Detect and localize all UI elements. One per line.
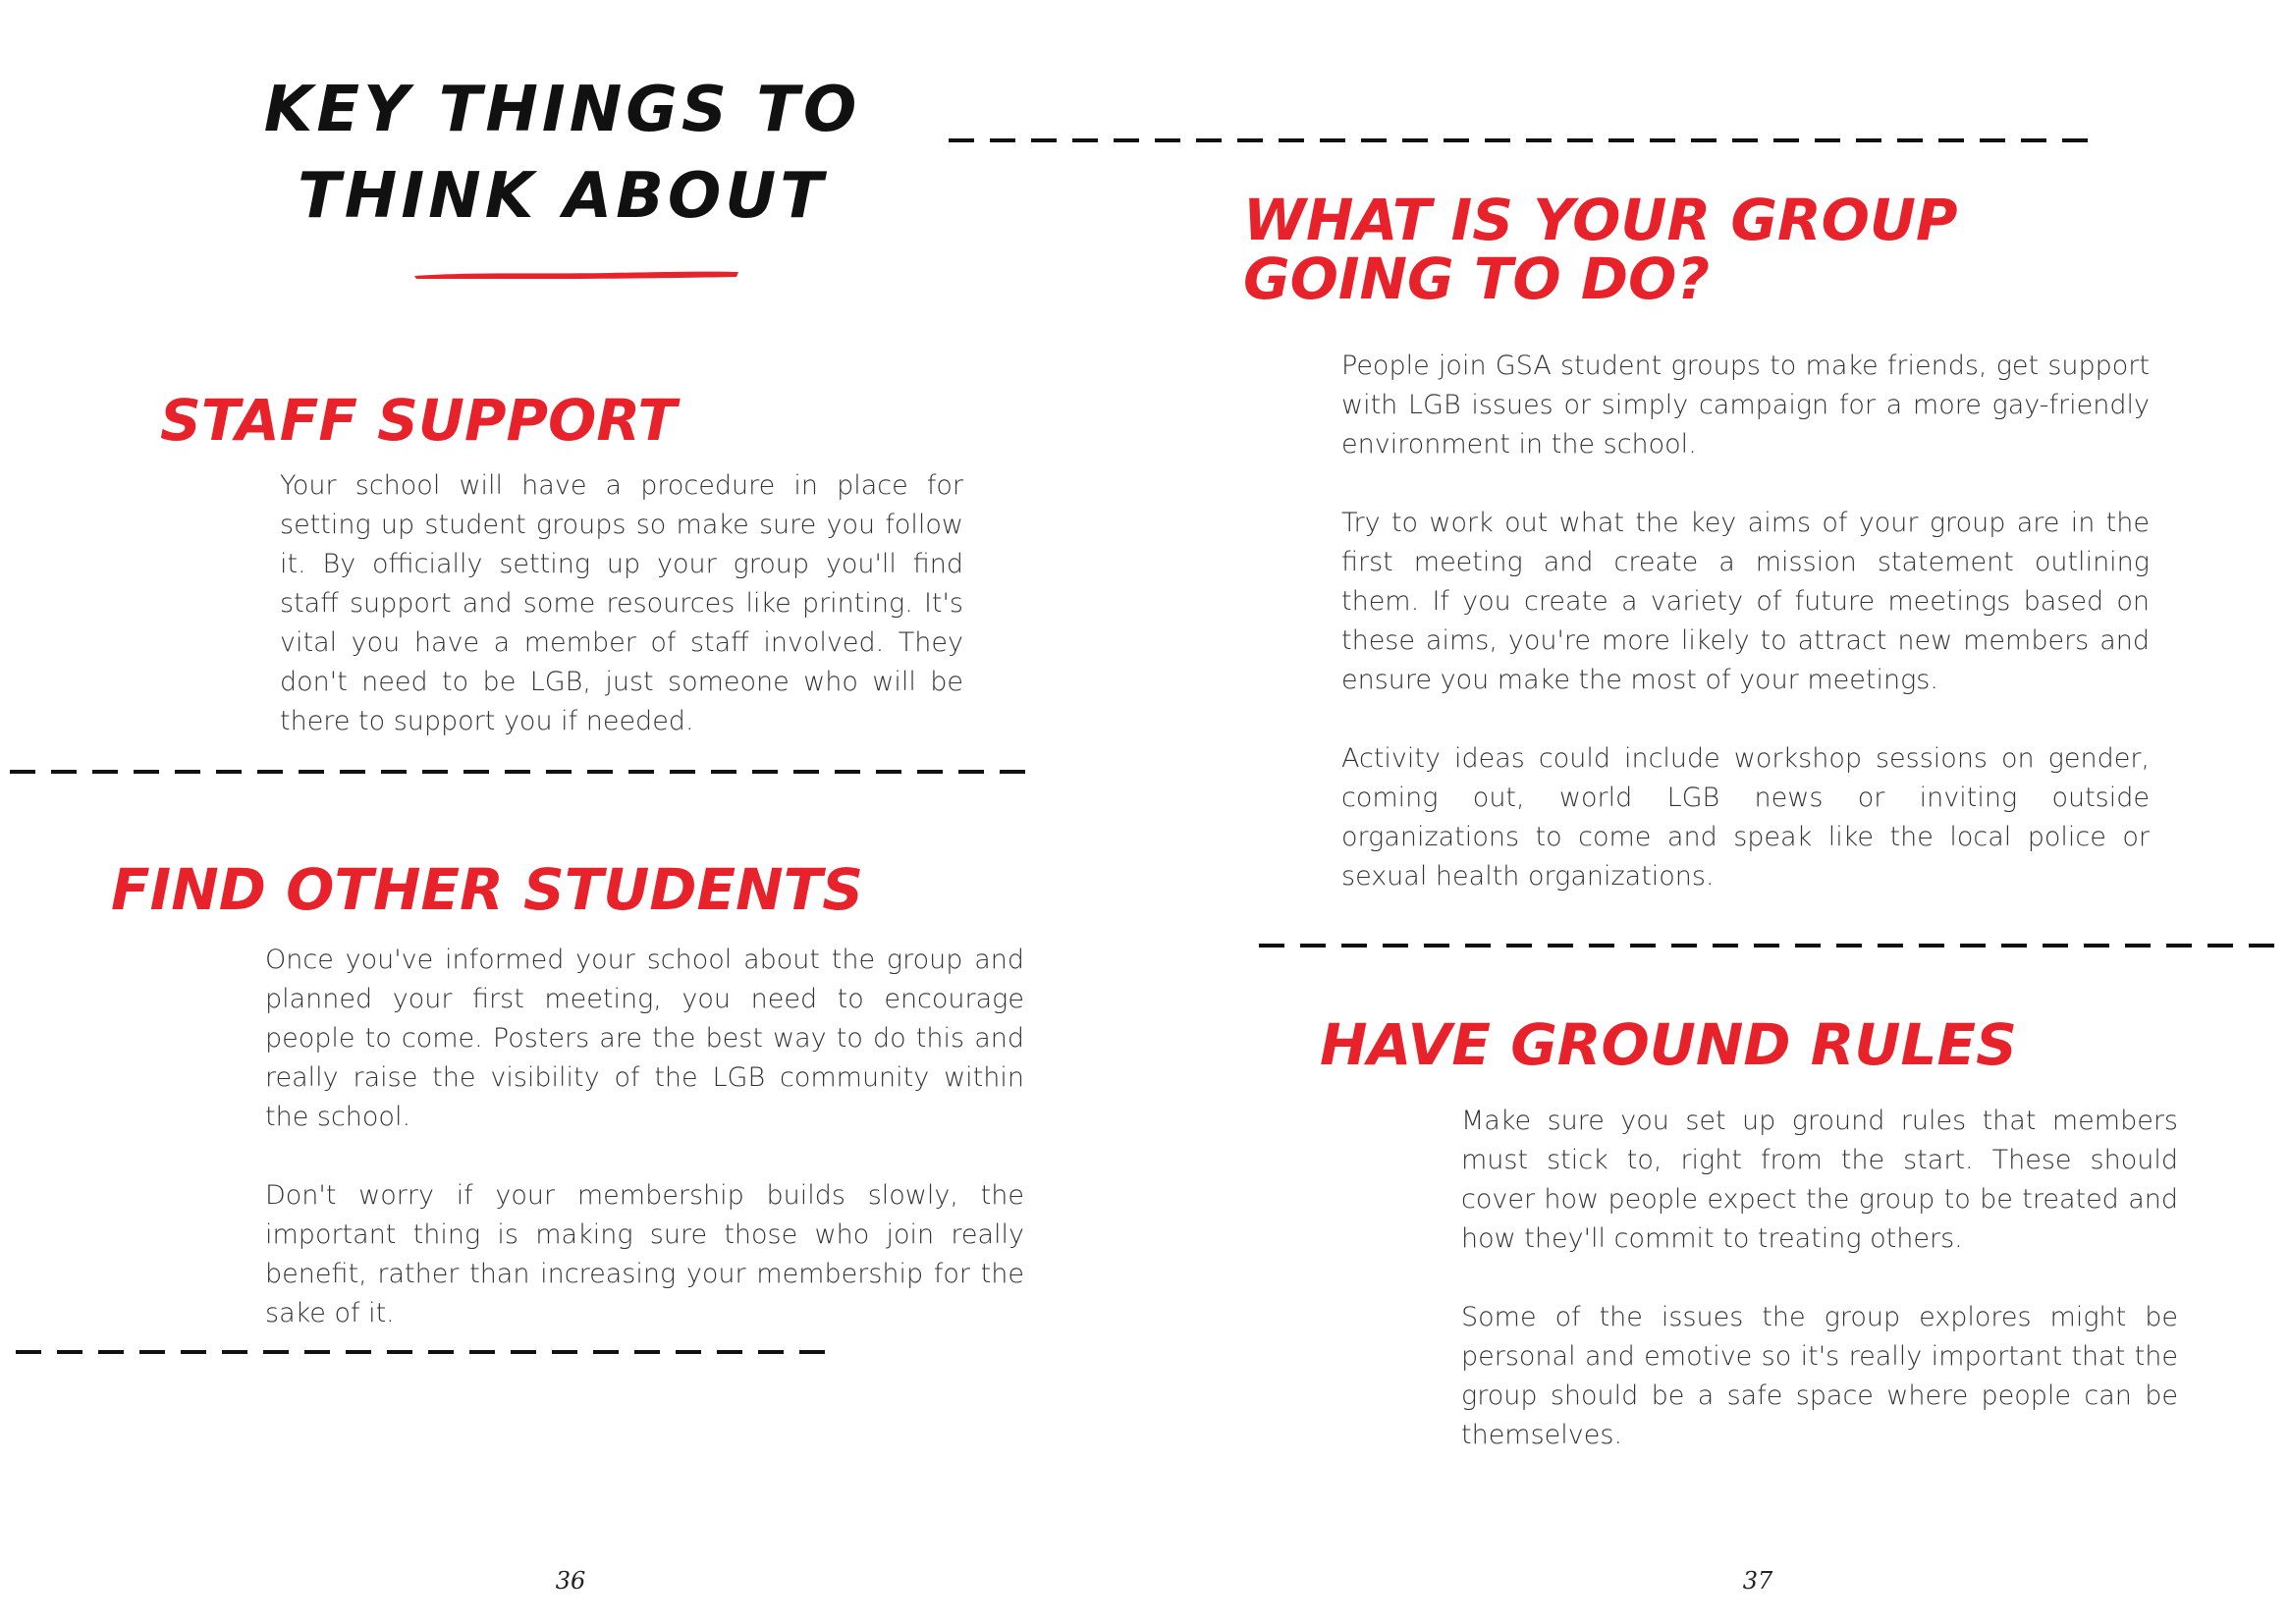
heading-find-other-students: FIND OTHER STUDENTS bbox=[111, 856, 864, 923]
right-page bbox=[1145, 0, 2289, 1624]
heading-line-1: WHAT IS YOUR GROUP bbox=[1243, 187, 1958, 253]
ground-rules-body bbox=[1461, 1102, 2178, 1455]
page-title bbox=[0, 67, 1134, 240]
page-number-left: 36 bbox=[555, 1567, 586, 1595]
section-divider-2 bbox=[16, 1348, 837, 1356]
group-aims-paragraph-3: Activity ideas could include workshop sessions on gender, coming out, world LGB news or inviting outside organizations to come and speak like the local police or sexual health organizations. bbox=[1341, 743, 2150, 892]
find-students-paragraph-2: Don't worry if your membership builds slowly, the important thing is making sure those who join really benefit, rather than increasing your membership for the sake of it. bbox=[265, 1180, 1024, 1328]
find-students-paragraph-1: Once you've informed your school about the group and planned your first meeting, you need to encourage people to come. Posters are the best way to do this and really raise the visibility of the LGB community within the school. bbox=[265, 945, 1024, 1132]
title-line-1: KEY THINGS TO bbox=[263, 74, 861, 146]
heading-what-is-your-group bbox=[1243, 187, 1958, 312]
group-aims-body bbox=[1341, 347, 2150, 896]
staff-support-paragraph-1: Your school will have a procedure in place for setting up student groups so make sure you follow it. By officially setting up your group you'll find staff support and some resources like printing. It's vital you have a member of staff involved. They don't need to be LGB, just someone who will be there to support you if needed. bbox=[280, 470, 963, 736]
heading-have-ground-rules: HAVE GROUND RULES bbox=[1320, 1011, 2017, 1078]
group-aims-paragraph-1: People join GSA student groups to make friends, get support with LGB issues or simply campaign for a more gay-friendly environment in the school. bbox=[1341, 351, 2150, 460]
group-aims-paragraph-2: Try to work out what the key aims of your group are in the first meeting and create a mission statement outlining them. If you create a variety of future meetings based on these aims, you're more likely to attract new members and ensure you make the most of your meetings. bbox=[1341, 508, 2150, 695]
heading-line-2: GOING TO DO? bbox=[1243, 245, 1710, 312]
find-students-body bbox=[265, 941, 1024, 1333]
ground-rules-paragraph-2: Some of the issues the group explores might be personal and emotive so it's really important that the group should be a safe space where people can be themselves. bbox=[1461, 1302, 2178, 1450]
section-divider-1 bbox=[10, 768, 1031, 776]
ground-rules-paragraph-1: Make sure you set up ground rules that members must stick to, right from the start. These should cover how people expect the group to be treated and how they'll commit to treating others. bbox=[1461, 1106, 2178, 1254]
staff-support-body bbox=[280, 466, 963, 741]
section-divider-3 bbox=[1259, 942, 2289, 949]
title-line-2: THINK ABOUT bbox=[298, 160, 827, 233]
top-divider bbox=[949, 136, 2088, 144]
left-page bbox=[0, 0, 1144, 1624]
heading-staff-support: STAFF SUPPORT bbox=[160, 387, 677, 454]
title-underline bbox=[412, 269, 740, 281]
page-number-right: 37 bbox=[1742, 1567, 1773, 1595]
